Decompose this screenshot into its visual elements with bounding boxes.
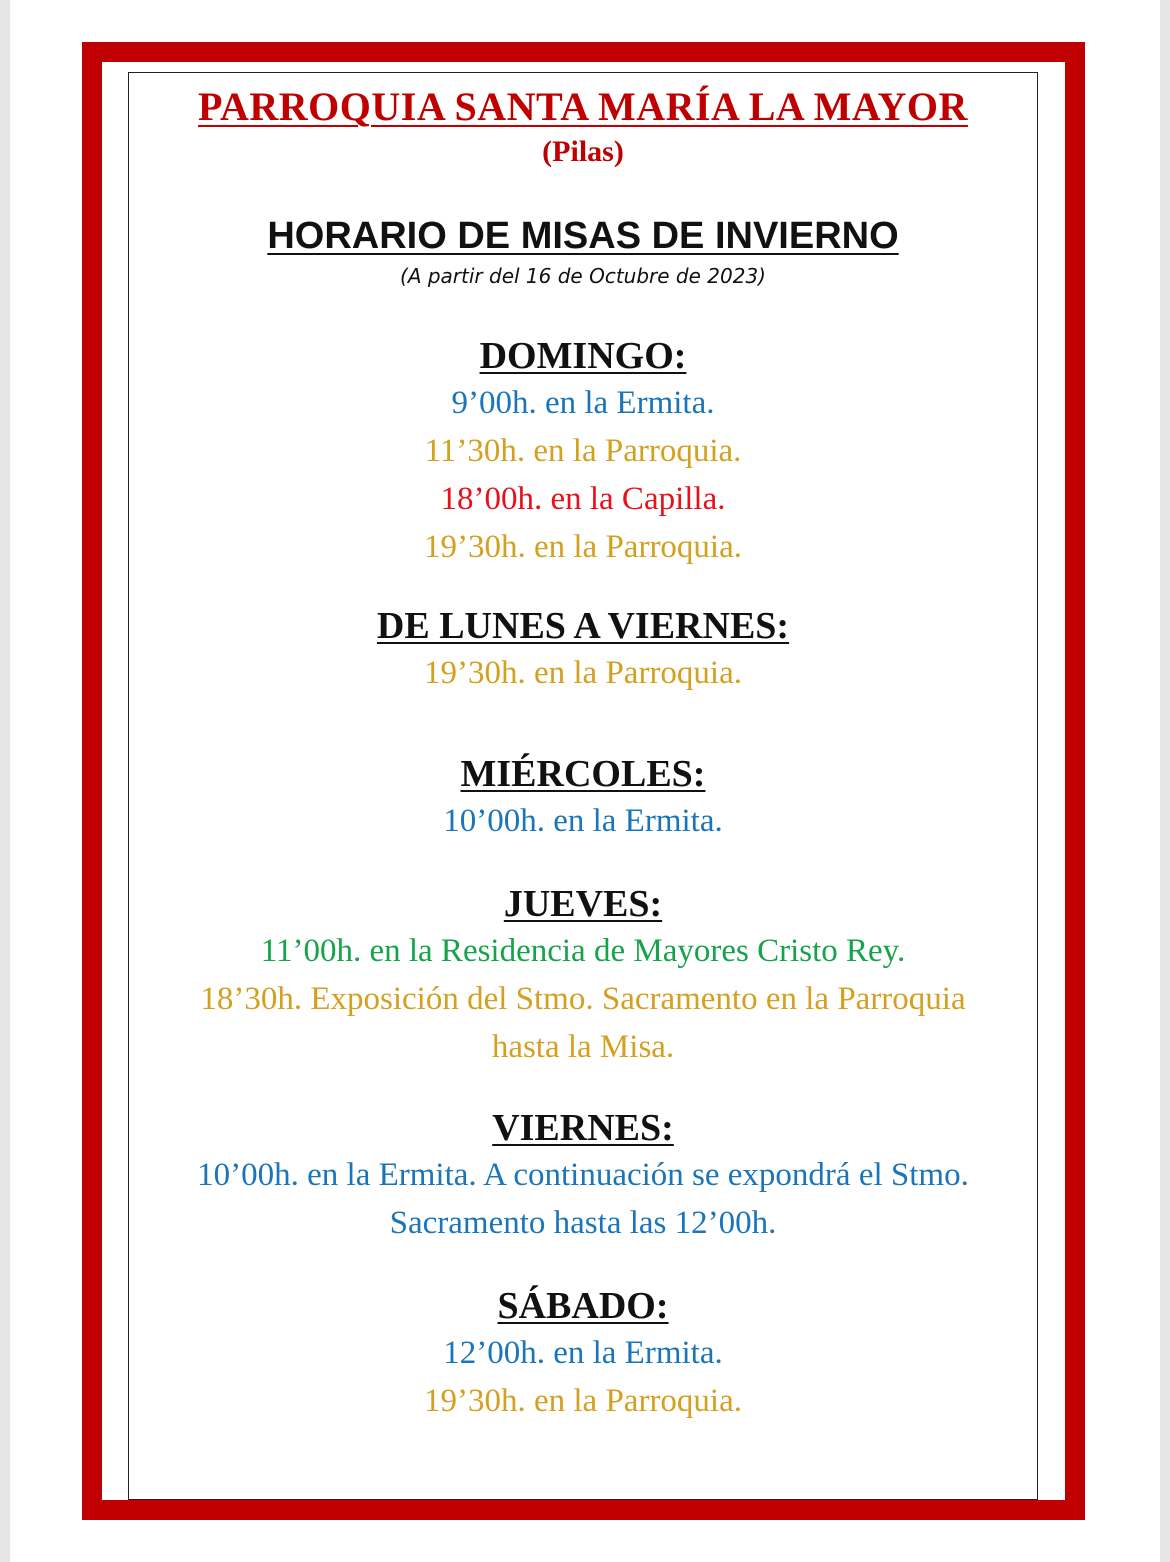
- mass-line: 18’30h. Exposición del Stmo. Sacramento en la Parroquia hasta la Misa.: [200, 981, 966, 1065]
- section-domingo: [128, 333, 1038, 571]
- section-jueves: [128, 881, 1038, 1071]
- schedule-title: HORARIO DE MISAS DE INVIERNO: [267, 215, 899, 257]
- section-viernes: [128, 1105, 1038, 1247]
- day-heading-lunes-viernes: DE LUNES A VIERNES:: [376, 605, 790, 647]
- mass-line: 19’30h. en la Parroquia.: [424, 1383, 742, 1419]
- mass-line: 10’00h. en la Ermita. A continuación se expondrá el Stmo. Sacramento hasta las 12’00h.: [197, 1157, 969, 1241]
- mass-line: 11’00h. en la Residencia de Mayores Cristo Rey.: [260, 933, 906, 969]
- parish-title: PARROQUIA SANTA MARÍA LA MAYOR: [198, 84, 968, 129]
- mass-line: 19’30h. en la Parroquia.: [424, 655, 742, 691]
- day-heading-domingo: DOMINGO:: [479, 335, 687, 377]
- day-heading-viernes: VIERNES:: [492, 1107, 674, 1149]
- page-edge-left: [0, 0, 10, 1562]
- day-heading-miercoles: MIÉRCOLES:: [460, 753, 706, 795]
- mass-line: 18’00h. en la Capilla.: [440, 481, 726, 517]
- schedule-subtitle: (A partir del 16 de Octubre de 2023): [400, 264, 766, 288]
- page-edge-right: [1160, 0, 1170, 1562]
- section-lunes-viernes: [128, 603, 1038, 697]
- mass-line: 9’00h. en la Ermita.: [451, 385, 715, 421]
- section-sabado: [128, 1283, 1038, 1425]
- day-heading-jueves: JUEVES:: [503, 883, 663, 925]
- day-heading-sabado: SÁBADO:: [497, 1285, 669, 1327]
- parish-place: (Pilas): [542, 135, 624, 168]
- mass-line: 11’30h. en la Parroquia.: [424, 433, 742, 469]
- section-miercoles: [128, 751, 1038, 845]
- mass-line: 10’00h. en la Ermita.: [443, 803, 723, 839]
- schedule-document: [128, 72, 1038, 1425]
- mass-line: 19’30h. en la Parroquia.: [424, 529, 742, 565]
- mass-line: 12’00h. en la Ermita.: [443, 1335, 723, 1371]
